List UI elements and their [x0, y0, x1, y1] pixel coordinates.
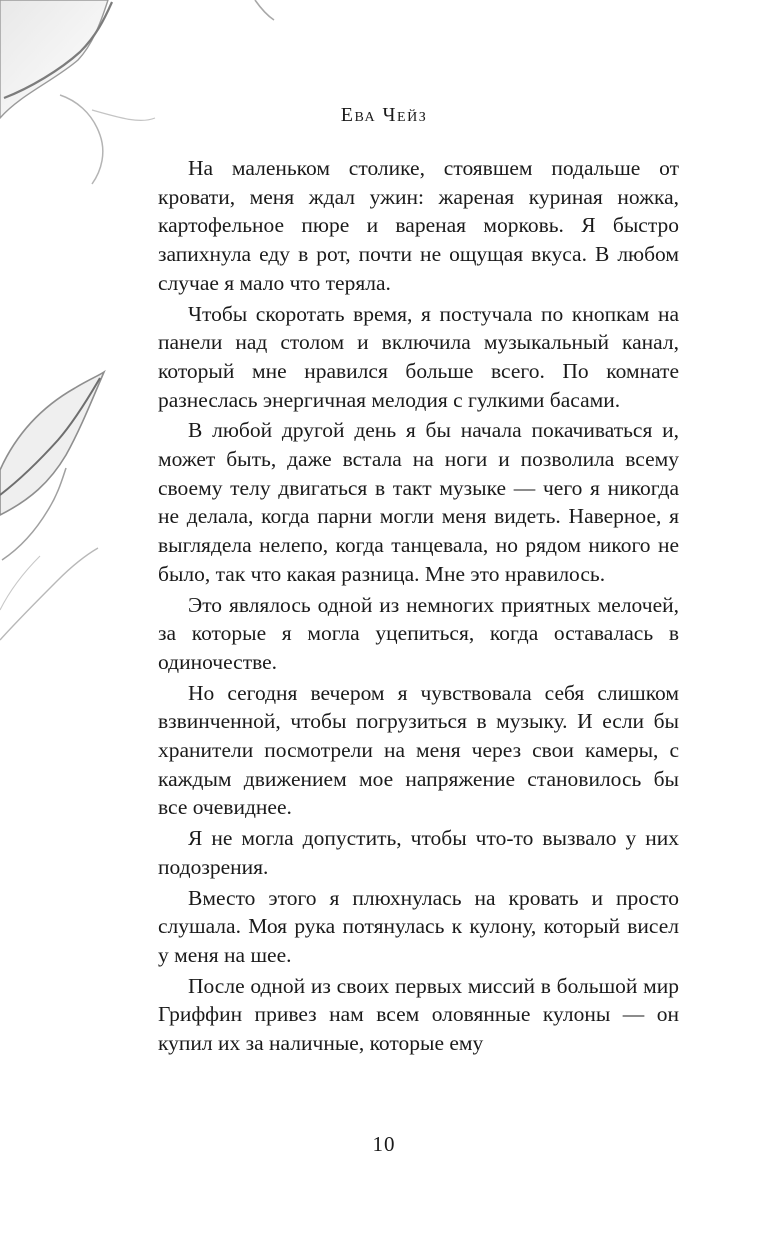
ornament-petal-middle: [0, 372, 104, 515]
paragraph: Чтобы скоротать время, я постучала по кнопкам на панели над столом и включила музыкальный канал, который мне нравился больше всего. По комнате разнеслась энергичная мелодия с гулкими басами.: [158, 301, 679, 412]
body-text: [158, 154, 679, 1060]
ornament-stroke-top: [4, 2, 112, 98]
page-number: 10: [372, 1132, 396, 1156]
running-head-author: Ева Чейз: [340, 104, 428, 126]
ornament-stroke-middle-3: [0, 548, 98, 640]
paragraph: Вместо этого я плюхнулась на кровать и просто слушала. Моя рука потянулась к кулону, который висел у меня на шее.: [158, 885, 679, 967]
paragraph: На маленьком столике, стоявшем подальше от кровати, меня ждал ужин: жареная куриная ножка, картофельное пюре и вареная морковь. Я быстро запихнула еду в рот, почти не ощущая вкуса. В любом случае я мало что теряла.: [158, 156, 679, 295]
paragraph: В любой другой день я бы начала покачиваться и, может быть, даже встала на ноги и позволила всему своему телу двигаться в такт музыке — чего я никогда не делала, когда парни могли меня видеть. Наверное, я выглядела нелепо, когда танцевала, но рядом никого не было, так что какая разница. Мне это нравилось.: [158, 418, 679, 586]
ornament-stroke-top-3: [255, 0, 274, 20]
ornament-stroke-middle-4: [0, 556, 40, 610]
paragraph: Но сегодня вечером я чувствовала себя слишком взвинченной, чтобы погрузиться в музыку. И если бы хранители посмотрели на меня через свои камеры, с каждым движением мое напряжение становилось бы все очевиднее.: [158, 680, 679, 820]
ornament-stroke-middle-2: [2, 468, 66, 560]
paragraph: Это являлось одной из немногих приятных мелочей, за которые я могла уцепиться, когда оставалась в одиночестве.: [158, 592, 679, 674]
ornament-petal-top: [0, 0, 108, 118]
paragraph: После одной из своих первых миссий в большой мир Гриффин привез нам всем оловянные кулоны — он купил их за наличные, которые ему: [158, 973, 679, 1056]
ornament-stroke-middle: [0, 378, 100, 495]
paragraph: Я не могла допустить, чтобы что-то вызвало у них подозрения.: [158, 826, 679, 879]
